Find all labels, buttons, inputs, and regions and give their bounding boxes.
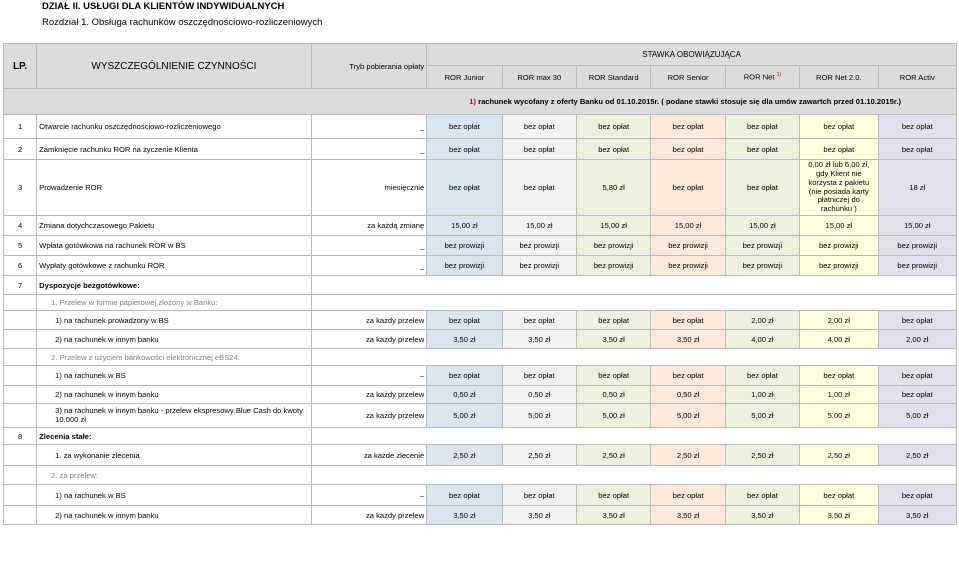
row-number: 2 xyxy=(4,139,37,160)
fee-cell: bez prowizji xyxy=(800,256,878,276)
fee-cell: 18 zł xyxy=(878,160,957,216)
fee-cell: 0,50 zł xyxy=(576,386,650,404)
fee-cell: 4,00 zł xyxy=(725,330,799,349)
row-label: Otwarcie rachunku oszczędnościowo-rozliczeniowego xyxy=(37,115,311,139)
fee-cell: bez prowizji xyxy=(651,236,725,256)
column-header xyxy=(725,66,799,89)
row-label: Wpłata gotówkowa na rachunek ROR w BS xyxy=(37,236,311,256)
table-row xyxy=(4,256,957,276)
subsection-row xyxy=(4,349,957,366)
subsection-row xyxy=(4,466,957,485)
charge-mode: za każdy przelew xyxy=(311,386,427,404)
charge-mode: za każdy przelew xyxy=(311,506,427,525)
fee-cell: bez opłat xyxy=(427,485,502,506)
dzial-title: DZIAŁ II. USŁUGI DLA KLIENTÓW INDYWIDUALNYCH xyxy=(42,1,285,12)
fee-cell: 1,00 zł xyxy=(725,386,799,404)
fee-cell: bez prowizji xyxy=(502,236,576,256)
charge-mode: _ xyxy=(311,139,427,160)
fee-table xyxy=(3,43,957,525)
header-row-stawka xyxy=(4,44,957,66)
fee-cell: bez opłat xyxy=(651,366,725,386)
row-number-spacer xyxy=(4,485,37,506)
row-spacer xyxy=(311,466,956,485)
fee-cell: bez opłat xyxy=(427,115,502,139)
fee-cell: 5,80 zł xyxy=(576,160,650,216)
row-number-spacer xyxy=(4,349,37,366)
item-label: 1) na rachunek w BS xyxy=(37,366,311,386)
fee-cell: bez prowizji xyxy=(725,236,799,256)
fee-cell: bez opłat xyxy=(800,485,878,506)
fee-cell: 0,50 zł xyxy=(427,386,502,404)
subsection-label: 2. za przelew: xyxy=(37,466,311,485)
row-label: Dyspozycje bezgotówkowe: xyxy=(37,276,311,295)
fee-cell: bez opłat xyxy=(651,160,725,216)
fee-cell: bez opłat xyxy=(502,366,576,386)
fee-cell: bez opłat xyxy=(576,366,650,386)
fee-cell: bez prowizji xyxy=(878,236,957,256)
row-spacer xyxy=(311,276,956,295)
table-row xyxy=(4,139,957,160)
fee-cell: 2,00 zł xyxy=(725,311,799,330)
row-spacer xyxy=(311,295,956,311)
fee-cell: 5,00 zł xyxy=(878,404,957,428)
fee-cell: bez opłat xyxy=(651,311,725,330)
item-label: 1) na rachunek w BS xyxy=(37,485,311,506)
table-row xyxy=(4,506,957,525)
fee-cell: 3,50 zł xyxy=(878,506,957,525)
item-label: 2) na rachunek w innym banku xyxy=(37,506,311,525)
fee-cell: bez prowizji xyxy=(502,256,576,276)
row-number-spacer xyxy=(4,295,37,311)
row-number: 3 xyxy=(4,160,37,216)
fee-cell: bez opłat xyxy=(725,115,799,139)
fee-cell: 0,50 zł xyxy=(651,386,725,404)
fee-cell: 3,50 zł xyxy=(502,330,576,349)
fee-cell: bez opłat xyxy=(651,485,725,506)
note-text: rachunek wycofany z oferty Banku od 01.10.2015r. ( podane stawki stosuje się dla umów zawartch przed 01.10.2015r.) xyxy=(476,97,901,106)
fee-cell: bez opłat xyxy=(800,366,878,386)
charge-mode: miesięcznie xyxy=(311,160,427,216)
note-number: 1) xyxy=(469,97,476,106)
fee-cell: 2,50 zł xyxy=(502,445,576,466)
fee-cell: bez opłat xyxy=(502,139,576,160)
column-header: ROR Activ xyxy=(878,66,957,89)
fee-cell: bez prowizji xyxy=(651,256,725,276)
lp-header: LP. xyxy=(4,44,37,89)
fee-cell: bez opłat xyxy=(576,139,650,160)
charge-mode: – xyxy=(311,485,427,506)
row-number-spacer xyxy=(4,404,37,428)
fee-cell: 2,00 zł xyxy=(878,330,957,349)
fee-cell: 2,50 zł xyxy=(800,445,878,466)
fee-cell: bez prowizji xyxy=(800,236,878,256)
fee-cell: bez opłat xyxy=(878,311,957,330)
fee-cell: 15,00 zł xyxy=(878,216,957,236)
column-header: ROR Standard xyxy=(576,66,650,89)
row-number-spacer xyxy=(4,445,37,466)
row-number: 4 xyxy=(4,216,37,236)
fee-cell: bez prowizji xyxy=(576,256,650,276)
row-number-spacer xyxy=(4,386,37,404)
fee-cell: bez opłat xyxy=(502,311,576,330)
fee-cell: bez opłat xyxy=(878,366,957,386)
charge-mode: _ xyxy=(311,236,427,256)
fee-cell: bez prowizji xyxy=(576,236,650,256)
charge-mode: za każde zlecenie xyxy=(311,445,427,466)
fee-cell: 3,50 zł xyxy=(651,330,725,349)
tryb-header: Tryb pobierania opłaty xyxy=(311,44,427,89)
table-row xyxy=(4,276,957,295)
fee-cell: bez opłat xyxy=(651,115,725,139)
row-spacer xyxy=(311,428,956,445)
row-number-spacer xyxy=(4,311,37,330)
table-row xyxy=(4,404,957,428)
column-header: ROR Net 2.0. xyxy=(800,66,878,89)
fee-cell: 5,00 zł xyxy=(725,404,799,428)
fee-cell: 5,00 zł xyxy=(800,404,878,428)
fee-cell: bez opłat xyxy=(800,115,878,139)
row-label: Wypłaty gotówkowe z rachunku ROR xyxy=(37,256,311,276)
fee-cell: 3,50 zł xyxy=(725,506,799,525)
fee-cell: 2,50 zł xyxy=(725,445,799,466)
charge-mode: za każdy przelew xyxy=(311,404,427,428)
fee-cell: 3,50 zł xyxy=(800,506,878,525)
fee-cell: 15,00 zł xyxy=(576,216,650,236)
fee-cell: 5,00 zł xyxy=(651,404,725,428)
table-row xyxy=(4,428,957,445)
charge-mode: _ xyxy=(311,256,427,276)
fee-cell: 15,00 zł xyxy=(502,216,576,236)
row-label: Zlecenia stałe: xyxy=(37,428,311,445)
rozdzial-title: Rozdział 1. Obsługa rachunków oszczędnościowo-rozliczeniowych xyxy=(42,17,323,28)
subsection-label: 2. Przelew z użyciem bankowości elektronicznej eBS24: xyxy=(37,349,311,366)
stawka-header: STAWKA OBOWIĄZUJĄCA xyxy=(427,44,957,66)
fee-cell: bez opłat xyxy=(878,139,957,160)
subsection-label: 1. Przelew w formie papierowej złożony w Banku: xyxy=(37,295,311,311)
fee-cell: bez opłat xyxy=(502,485,576,506)
row-label: Zamknięcie rachunku ROR na życzenie Klienta xyxy=(37,139,311,160)
charge-mode: _ xyxy=(311,115,427,139)
fee-cell: 4,00 zł xyxy=(800,330,878,349)
row-number-spacer xyxy=(4,506,37,525)
fee-cell: bez prowizji xyxy=(427,236,502,256)
note-row xyxy=(4,89,957,115)
row-number: 6 xyxy=(4,256,37,276)
table-row xyxy=(4,386,957,404)
charge-mode: – xyxy=(311,366,427,386)
fee-cell: 3,50 zł xyxy=(576,506,650,525)
row-number: 5 xyxy=(4,236,37,256)
table-row xyxy=(4,445,957,466)
column-header: ROR max 30 xyxy=(502,66,576,89)
item-label: 1. za wykonanie zlecenia xyxy=(37,445,311,466)
fee-cell: bez opłat xyxy=(576,311,650,330)
charge-mode: za każdą zmianę xyxy=(311,216,427,236)
fee-cell: 5,00 zł xyxy=(502,404,576,428)
fee-cell: 0,50 zł xyxy=(502,386,576,404)
fee-cell: bez opłat xyxy=(427,139,502,160)
fee-cell: bez opłat xyxy=(725,485,799,506)
row-number: 1 xyxy=(4,115,37,139)
fee-cell: bez prowizji xyxy=(878,256,957,276)
row-number-spacer xyxy=(4,366,37,386)
row-number: 8 xyxy=(4,428,37,445)
item-label: 2) na rachunek w innym banku xyxy=(37,330,311,349)
wyszczegolnienie-header: WYSZCZEGÓLNIENIE CZYNNOŚCI xyxy=(37,44,311,89)
fee-cell: bez opłat xyxy=(427,160,502,216)
table-row xyxy=(4,115,957,139)
subsection-row xyxy=(4,295,957,311)
fee-cell: 15,00 zł xyxy=(725,216,799,236)
fee-cell: 3,50 zł xyxy=(427,506,502,525)
table-row xyxy=(4,160,957,216)
fee-cell: bez opłat xyxy=(878,386,957,404)
fee-cell: 3,50 zł xyxy=(502,506,576,525)
table-row xyxy=(4,366,957,386)
fee-cell: 15,00 zł xyxy=(651,216,725,236)
column-header: ROR Senior xyxy=(651,66,725,89)
row-number-spacer xyxy=(4,330,37,349)
fee-cell: 1,00 zł xyxy=(800,386,878,404)
item-label: 2) na rachunek w innym banku xyxy=(37,386,311,404)
fee-cell: 2,50 zł xyxy=(878,445,957,466)
fee-cell: 5,00 zł xyxy=(427,404,502,428)
table-row xyxy=(4,311,957,330)
column-header-label: ROR Net xyxy=(743,72,775,82)
fee-cell: bez prowizji xyxy=(427,256,502,276)
fee-cell: bez opłat xyxy=(725,366,799,386)
footnote-marker: 1) xyxy=(776,72,782,79)
fee-cell: 2,00 zł xyxy=(800,311,878,330)
fee-cell: 15,00 zł xyxy=(427,216,502,236)
fee-cell: bez opłat xyxy=(427,311,502,330)
fee-cell: bez opłat xyxy=(502,160,576,216)
row-label: Zmiana dotychczasowego Pakietu xyxy=(37,216,311,236)
row-label: Prowadzenie ROR xyxy=(37,160,311,216)
item-label: 3) na rachunek w innym banku - przelew ekspresowy Blue Cash do kwoty 10.000 zł xyxy=(37,404,311,428)
fee-cell: bez opłat xyxy=(800,139,878,160)
fee-cell: bez opłat xyxy=(502,115,576,139)
table-row xyxy=(4,485,957,506)
table-row xyxy=(4,330,957,349)
fee-cell: bez opłat xyxy=(878,115,957,139)
fee-cell: bez opłat xyxy=(576,115,650,139)
row-number: 7 xyxy=(4,276,37,295)
fee-cell: bez opłat xyxy=(651,139,725,160)
fee-cell: 0,00 zł lub 6,00 zł, gdy Klient nie korzysta z pakietu (nie posiada karty płatniczej do rachunku ) xyxy=(800,160,878,216)
fee-cell: 2,50 zł xyxy=(576,445,650,466)
column-header: ROR Junior xyxy=(427,66,502,89)
table-row xyxy=(4,236,957,256)
row-number-spacer xyxy=(4,466,37,485)
table-row xyxy=(4,216,957,236)
fee-cell: 2,50 zł xyxy=(427,445,502,466)
fee-cell: bez opłat xyxy=(576,485,650,506)
row-spacer xyxy=(311,349,956,366)
fee-cell: 15,00 zł xyxy=(800,216,878,236)
fee-cell: 2,50 zł xyxy=(651,445,725,466)
item-label: 1) na rachunek prowadzony w BS xyxy=(37,311,311,330)
fee-cell: bez prowizji xyxy=(725,256,799,276)
fee-cell: 3,50 zł xyxy=(576,330,650,349)
fee-cell: bez opłat xyxy=(427,366,502,386)
fee-cell: 3,50 zł xyxy=(427,330,502,349)
fee-cell: bez opłat xyxy=(878,485,957,506)
fee-cell: bez opłat xyxy=(725,160,799,216)
charge-mode: za każdy przelew xyxy=(311,330,427,349)
fee-cell: 3,50 zł xyxy=(651,506,725,525)
fee-cell: bez opłat xyxy=(725,139,799,160)
charge-mode: za każdy przelew xyxy=(311,311,427,330)
fee-cell: 5,00 zł xyxy=(576,404,650,428)
